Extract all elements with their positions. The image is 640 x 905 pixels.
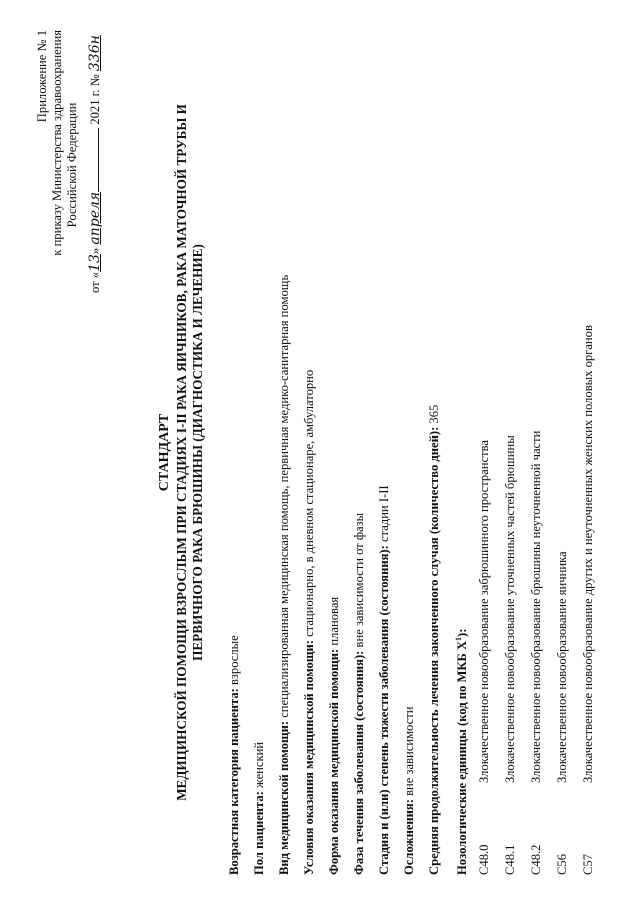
handwritten-day: 13 — [87, 254, 103, 272]
appendix-line-2: к приказу Министерства здравоохранения — [50, 30, 64, 256]
icd-code: C48.1 — [503, 844, 517, 875]
field-care-type — [277, 275, 291, 875]
title-line-1: МЕДИЦИНСКОЙ ПОМОЩИ ВЗРОСЛЫМ ПРИ СТАДИЯХ I-II РАКА ЯИЧНИКОВ, РАКА МАТОЧНОЙ ТРУБЫ И — [174, 104, 189, 801]
field-disease-stage — [377, 485, 391, 875]
date-blank-line — [86, 128, 99, 192]
appendix-line-3: Российской Федерации — [65, 102, 79, 228]
field-value: 365 — [427, 404, 441, 427]
field-complications — [402, 706, 416, 875]
field-label: Фаза течения заболевания (состояния): — [352, 650, 366, 875]
field-care-form — [327, 597, 341, 875]
field-value: вне зависимости от фазы — [352, 512, 366, 651]
appendix-line-1: Приложение № 1 — [35, 30, 49, 123]
field-treatment-duration — [427, 405, 441, 875]
field-label: Возрастная категория пациента: — [227, 688, 241, 875]
icd-description: Злокачественное новообразование уточненных частей брюшины — [503, 435, 517, 783]
icd-code: C56 — [555, 854, 569, 875]
nosology-label: Нозологические единицы (код по МКБ X — [455, 640, 470, 875]
field-label: Средняя продолжительность лечения законченного случая (количество дней): — [427, 426, 441, 875]
date-year: 2021 г. № — [88, 71, 102, 125]
document-heading: СТАНДАРТ — [157, 413, 172, 492]
title-line-2: ПЕРВИЧНОГО РАКА БРЮШИНЫ (ДИАГНОСТИКА И ЛЕЧЕНИЕ) — [190, 244, 205, 661]
field-label: Форма оказания медицинской помощи: — [327, 648, 341, 875]
field-value: стационарно, в дневном стационаре, амбулаторно — [302, 369, 316, 641]
nosology-heading — [452, 629, 469, 875]
field-age-category — [227, 635, 241, 875]
icd-description: Злокачественное новообразование забрюшинного пространства — [477, 440, 491, 783]
field-label: Стадия и (или) степень тяжести заболевания (состояния): — [377, 545, 391, 875]
date-prefix: от « — [88, 271, 102, 293]
icd-code: C57 — [581, 854, 595, 875]
field-value: специализированная медицинская помощь, первичная медико-санитарная помощь — [277, 274, 291, 721]
date-mid: » — [88, 244, 102, 255]
footnote-marker: 1 — [454, 636, 463, 641]
field-value: женский — [252, 741, 266, 792]
icd-description: Злокачественное новообразование брюшины неуточненной части — [529, 430, 543, 783]
field-care-conditions — [302, 370, 316, 875]
field-label: Условия оказания медицинской помощи: — [302, 640, 316, 875]
field-value: стадии I-II — [377, 485, 391, 546]
field-label: Осложнения: — [402, 799, 416, 875]
field-value: вне зависимости — [402, 706, 416, 800]
nosology-label-end: ): — [455, 628, 470, 637]
icd-description: Злокачественное новообразование других и неуточненных женских половых органов — [581, 325, 595, 783]
field-disease-phase — [352, 513, 366, 875]
field-value: плановая — [327, 596, 341, 649]
field-value: взрослые — [227, 635, 241, 689]
handwritten-month: апреля — [87, 191, 103, 245]
icd-description: Злокачественное новообразование яичника — [555, 551, 569, 783]
handwritten-number: 336н — [87, 35, 103, 72]
appendix-date-line — [86, 35, 102, 293]
field-label: Пол пациента: — [252, 791, 266, 875]
icd-code: C48.0 — [477, 844, 491, 875]
field-patient-sex — [252, 742, 266, 875]
field-label: Вид медицинской помощи: — [277, 720, 291, 875]
icd-code: C48.2 — [529, 844, 543, 875]
